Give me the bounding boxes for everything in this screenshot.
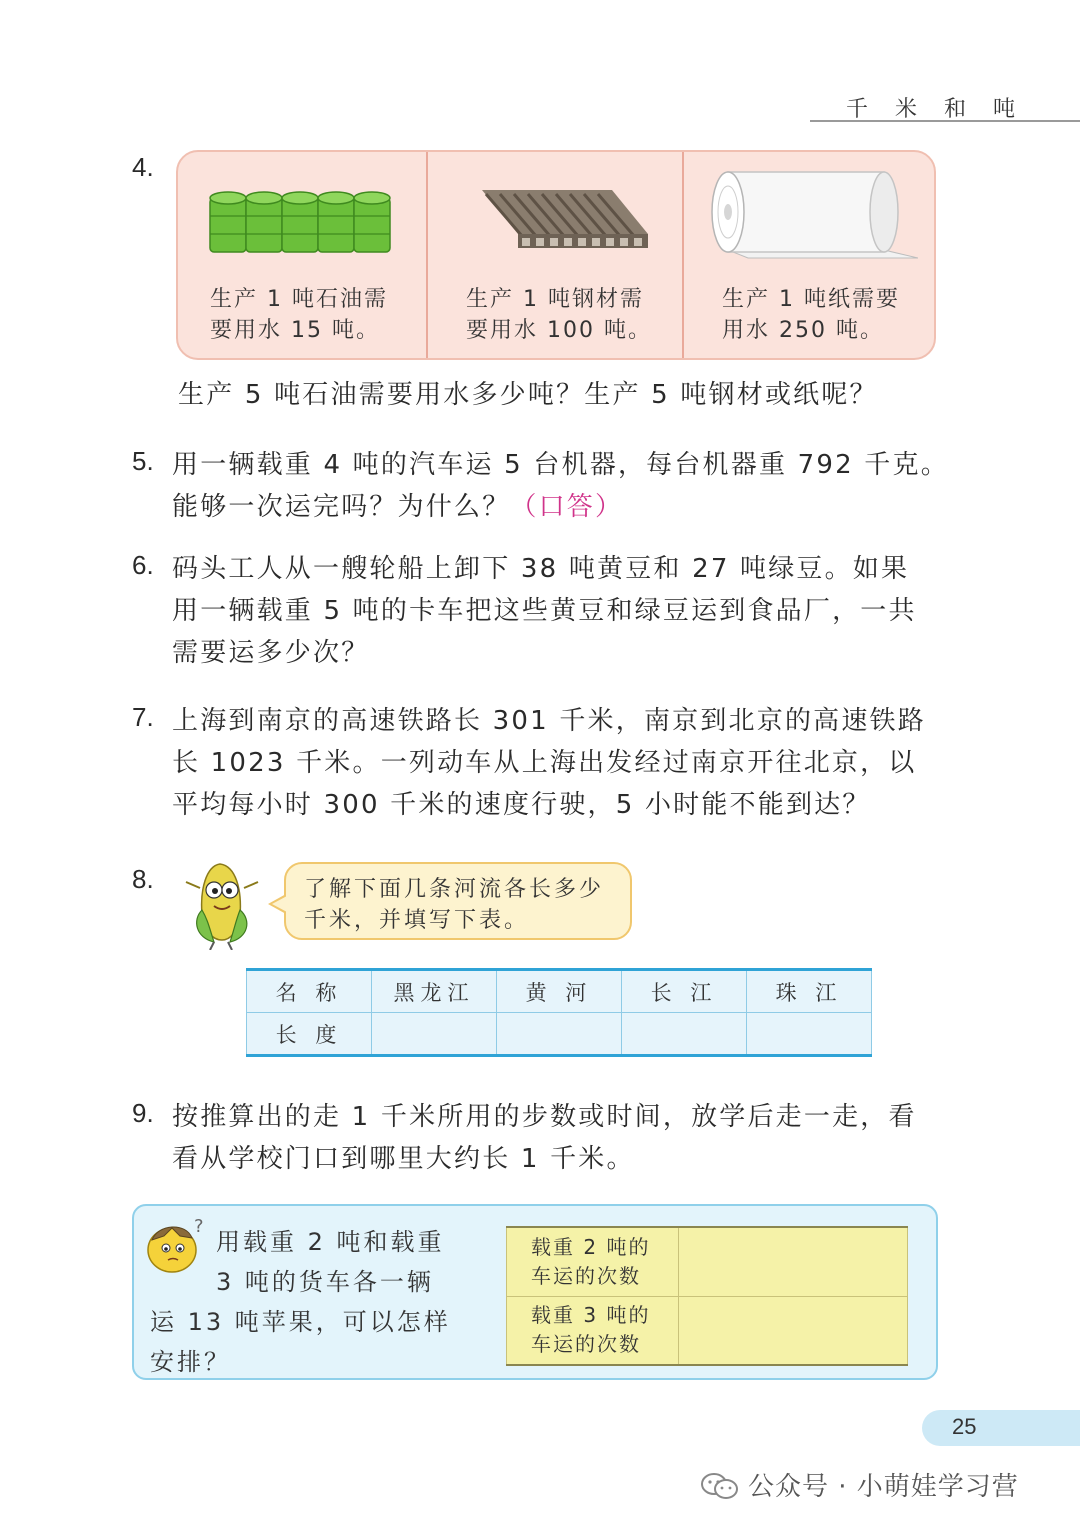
table-cell-text: 车运的次数	[531, 1332, 641, 1357]
page-number: 25	[952, 1414, 977, 1439]
table-cell-label: 长 度	[247, 1013, 372, 1056]
q5-oral-note: （口答）	[510, 492, 624, 522]
thinking-text: 用载重 2 吨和载重	[216, 1228, 445, 1256]
table-cell-header: 名 称	[247, 970, 372, 1013]
q4-card-text-2: 要用水 15 吨。	[210, 318, 380, 343]
q7-number: 7.	[132, 702, 154, 732]
table-row	[247, 1013, 872, 1056]
q8-number: 8.	[132, 864, 154, 894]
section-title: 千 米 和 吨	[846, 97, 1025, 122]
q5-line: 用一辆载重 4 吨的汽车运 5 台机器，每台机器重 792 千克。	[172, 450, 949, 480]
q4-card-text-2: 要用水 100 吨。	[466, 318, 652, 343]
q6-line: 码头工人从一艘轮船上卸下 38 吨黄豆和 27 吨绿豆。如果	[172, 554, 910, 584]
table-row	[507, 1296, 908, 1365]
q4-card-oil	[178, 152, 426, 358]
table-cell-blank[interactable]	[679, 1227, 908, 1296]
thinking-mascot-icon	[142, 1214, 210, 1276]
table-cell-blank[interactable]	[372, 1013, 497, 1056]
q4-question: 生产 5 吨石油需要用水多少吨？生产 5 吨钢材或纸呢？	[178, 380, 878, 410]
thinking-text: 3 吨的货车各一辆	[216, 1268, 434, 1296]
q6-number: 6.	[132, 550, 154, 580]
q7-line: 平均每小时 300 千米的速度行驶，5 小时能不能到达？	[172, 790, 871, 820]
trucks-table	[506, 1226, 908, 1366]
truck-label-2t	[507, 1227, 679, 1296]
table-cell-blank[interactable]	[497, 1013, 622, 1056]
q7-line: 上海到南京的高速铁路长 301 千米，南京到北京的高速铁路	[172, 706, 926, 736]
table-row	[507, 1227, 908, 1296]
q6-line: 用一辆载重 5 吨的卡车把这些黄豆和绿豆运到食品厂，一共	[172, 596, 917, 626]
q7-line: 长 1023 千米。一列动车从上海出发经过南京开往北京，以	[172, 748, 917, 778]
table-cell-blank[interactable]	[747, 1013, 872, 1056]
q6-line: 需要运多少次？	[172, 638, 370, 668]
paper-roll-icon	[708, 166, 918, 266]
q4-info-box	[176, 150, 936, 360]
oil-barrels-icon	[206, 190, 398, 256]
q4-card-paper	[684, 152, 936, 358]
table-row	[247, 970, 872, 1013]
thinking-text: 运 13 吨苹果，可以怎样	[150, 1308, 451, 1336]
q4-card-text-1: 生产 1 吨石油需	[210, 287, 388, 312]
table-cell-blank[interactable]	[622, 1013, 747, 1056]
page-number-tab	[922, 1410, 1080, 1446]
q5-line	[172, 486, 623, 523]
table-cell-text: 载重 3 吨的	[531, 1303, 651, 1328]
q9-line: 按推算出的走 1 千米所用的步数或时间，放学后走一走，看	[172, 1102, 917, 1132]
wechat-icon	[700, 1472, 740, 1500]
steel-beams-icon	[472, 184, 652, 260]
q9-number: 9.	[132, 1098, 154, 1128]
q8-bubble-text: 了解下面几条河流各长多少	[304, 877, 605, 902]
table-cell-header: 长 江	[622, 970, 747, 1013]
q4-card-text-2: 用水 250 吨。	[722, 318, 884, 343]
q9-line: 看从学校门口到哪里大约长 1 千米。	[172, 1144, 635, 1174]
table-cell-header: 黑龙江	[372, 970, 497, 1013]
q8-bubble-text: 千米，并填写下表。	[304, 908, 530, 933]
truck-label-3t	[507, 1296, 679, 1365]
table-cell-header: 珠 江	[747, 970, 872, 1013]
table-cell-blank[interactable]	[679, 1296, 908, 1365]
thinking-text: 安排？	[150, 1348, 231, 1376]
watermark-text: 公众号 · 小萌娃学习营	[748, 1472, 1019, 1502]
svg-text:?: ?	[194, 1216, 204, 1237]
q4-card-text-1: 生产 1 吨纸需要	[722, 287, 900, 312]
table-cell-text: 载重 2 吨的	[531, 1234, 651, 1259]
q4-number: 4.	[132, 152, 154, 182]
q8-bubble-tail-fill	[272, 896, 287, 912]
q4-card-steel	[428, 152, 682, 358]
table-cell-text: 车运的次数	[531, 1263, 641, 1288]
q5-line2-text: 能够一次运完吗？为什么？	[172, 492, 511, 522]
q5-number: 5.	[132, 446, 154, 476]
corn-mascot-icon	[180, 860, 264, 950]
section-header	[810, 88, 1080, 122]
table-cell-header: 黄 河	[497, 970, 622, 1013]
rivers-table	[246, 968, 872, 1057]
q4-card-text-1: 生产 1 吨钢材需	[466, 287, 644, 312]
